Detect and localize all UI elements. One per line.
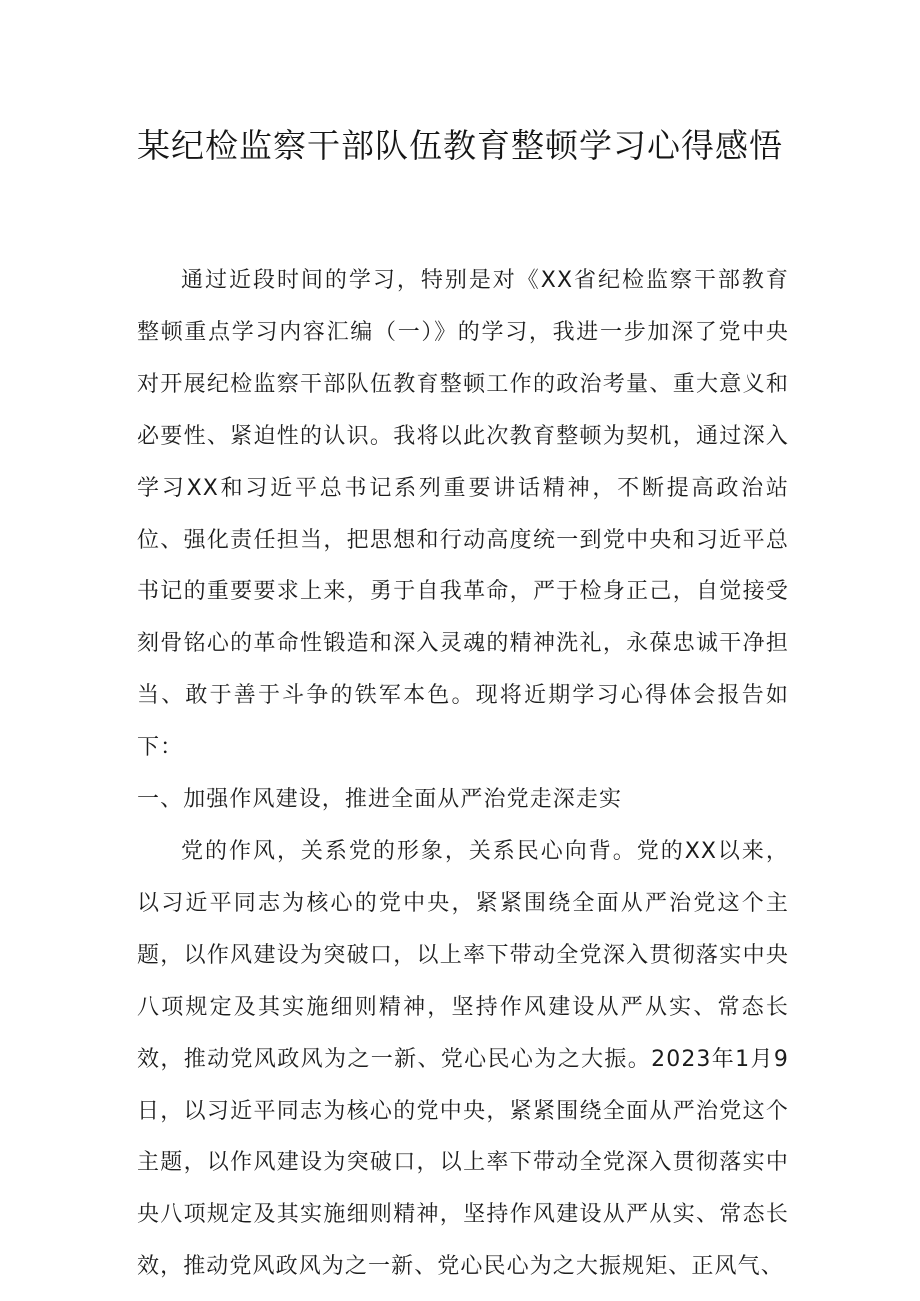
document-title: 某纪检监察干部队伍教育整顿学习心得感悟 bbox=[137, 126, 783, 165]
section-heading: 一、加强作风建设，推进全面从严治党走深走实 bbox=[137, 787, 623, 813]
intro-paragraph: 通过近段时间的学习，特别是对《XX省纪检监察干部教育整顿重点学习内容汇编（一）》的学习，我进一步加深了党中央对开展纪检监察干部队伍教育整顿工作的政治考量、重大意义和必要性、紧迫性的认识。我将以此次教育整顿为契机，通过深入学习XX和习近平总书记系列重要讲话精神，不断提高政治站位、强化责任担当，把思想和行动高度统一到党中央和习近平总书记的重要要求上来，勇于自我革命，严于检身正己，自觉接受刻骨铭心的革命性锻造和深入灵魂的精神洗礼，永葆忠诚干净担当、敢于善于斗争的铁军本色。现将近期学习心得体会报告如下： bbox=[137, 268, 789, 761]
document-body bbox=[137, 255, 789, 1293]
section-paragraph: 党的作风，关系党的形象，关系民心向背。党的XX以来，以习近平同志为核心的党中央，紧紧围绕全面从严治党这个主题，以作风建设为突破口，以上率下带动全党深入贯彻落实中央八项规定及其实施细则精神，坚持作风建设从严从实、常态长效，推动党风政风为之一新、党心民心为之大振。2023年1月9日，以习近平同志为核心的党中央，紧紧围绕全面从严治党这个主题，以作风建设为突破口，以上率下带动全党深入贯彻落实中央八项规定及其实施细则精神，坚持作风建设从严从实、常态长效，推动党风政风为之一新、党心民心为之大振规矩、正风气、 bbox=[137, 838, 789, 1280]
